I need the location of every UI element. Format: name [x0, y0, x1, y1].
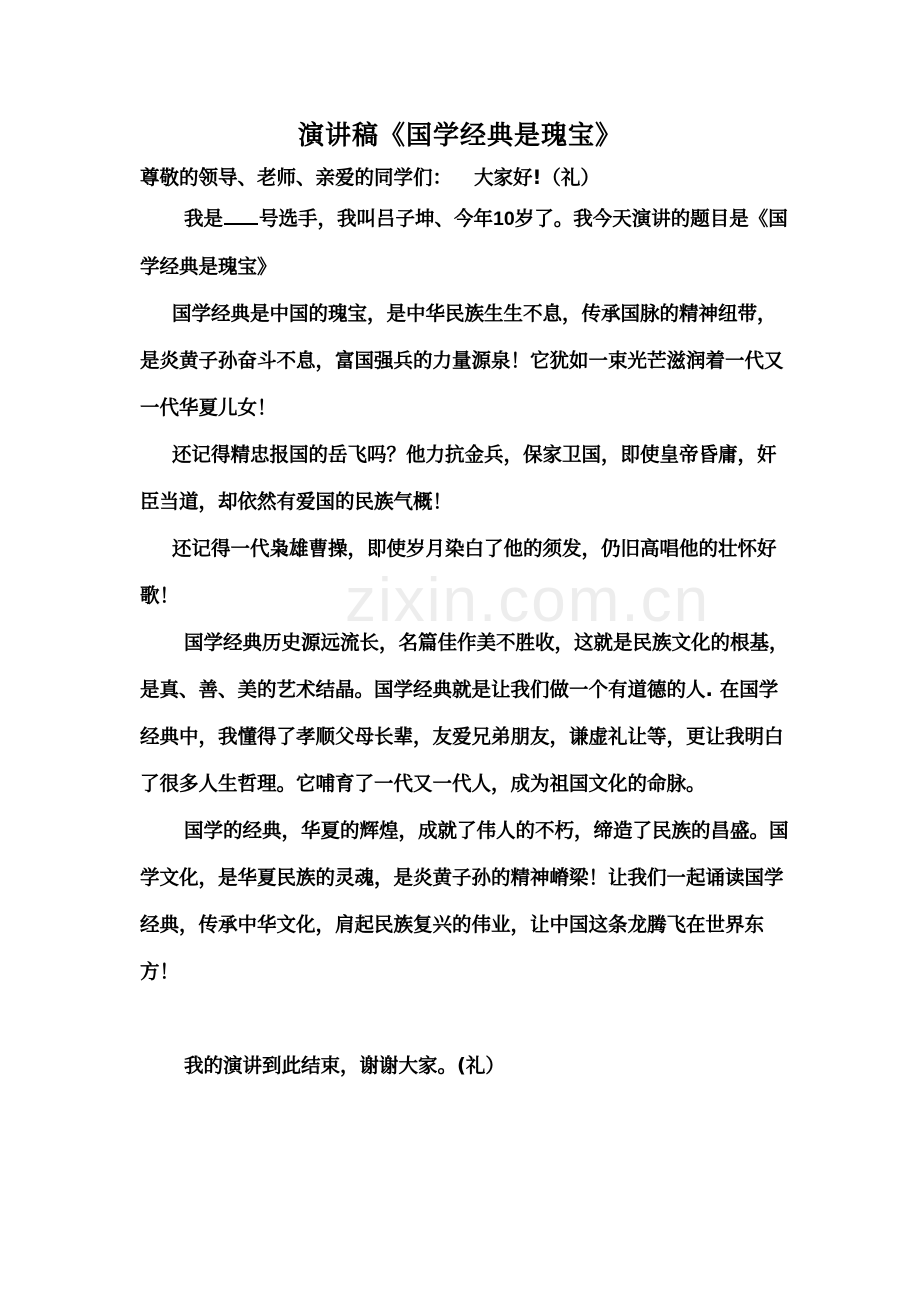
paragraph-4: 国学经典历史源远流长，名篇佳作美不胜收，这就是民族文化的根基，是真、善、美的艺术结晶。国学经典就是让我们做一个有道德的人. 在国学经典中，我懂得了孝顺父母长辈，友爱兄弟朋友，谦虚礼让等，更让我明白了很多人生哲理。它哺育了一代又一代人，成为祖国文化的命脉。	[140, 631, 789, 795]
salutation: 尊敬的领导、老师、亲爱的同学们：	[140, 166, 453, 189]
greeting-line	[140, 161, 790, 195]
paragraph-1: 国学经典是中国的瑰宝，是中华民族生生不息，传承国脉的精神纽带，是炎黄子孙奋斗不息，富国强兵的力量源泉！它犹如一束光芒滋润着一代又一代华夏儿女！	[140, 302, 784, 419]
blank-gap	[140, 995, 790, 1042]
closing-paragraph: 我的演讲到此结束，谢谢大家。(礼）	[184, 1054, 505, 1077]
intro-paragraph	[140, 195, 790, 290]
contestant-number-blank	[224, 205, 258, 225]
intro-age: 10	[493, 208, 515, 230]
intro-text-2: 号选手，我叫吕子坤、今年	[259, 207, 494, 230]
document-title: 演讲稿《国学经典是瑰宝》	[297, 121, 622, 151]
intro-text-3: 岁了。我今天演讲的题目是《国学经典是瑰宝》	[140, 207, 788, 278]
watermark: zixin.com.cn	[345, 566, 711, 635]
greeting-hello: 大家好!（礼）	[474, 166, 600, 189]
paragraph-3: 还记得一代枭雄曹操，即使岁月染白了他的须发，仍旧高唱他的壮怀好歌！	[140, 537, 777, 607]
document-body	[140, 161, 790, 1089]
intro-text-1: 我是	[184, 207, 224, 230]
paragraph-2: 还记得精忠报国的岳飞吗？他力抗金兵，保家卫国，即使皇帝昏庸，奸臣当道，却依然有爱国的民族气概！	[140, 443, 777, 513]
paragraph-5: 国学的经典，华夏的辉煌，成就了伟人的不朽，缔造了民族的昌盛。国学文化，是华夏民族的灵魂，是炎黄子孙的精神嵴梁！让我们一起诵读国学经典，传承中华文化，肩起民族复兴的伟业，让中国这条龙腾飞在世界东方！	[140, 819, 789, 983]
